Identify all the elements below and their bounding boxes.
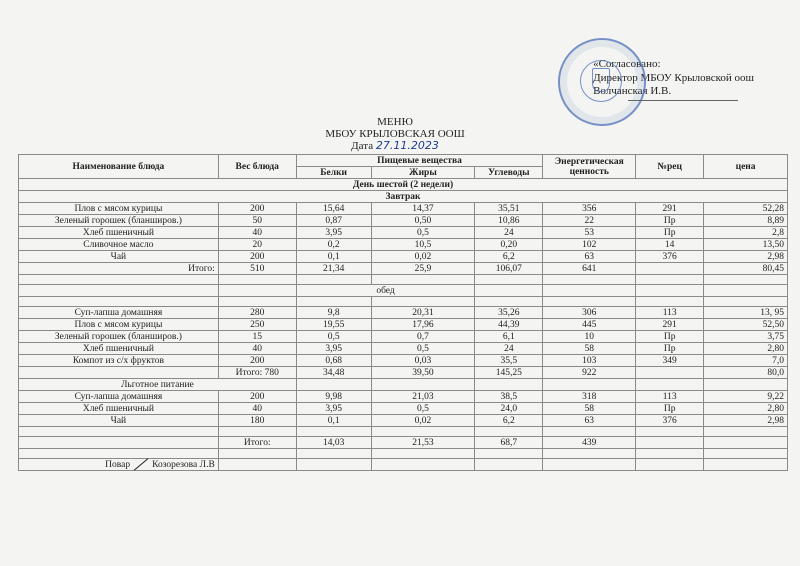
table-row <box>19 355 788 367</box>
cell-carbs: 38,5 <box>475 391 543 403</box>
table-row <box>19 251 788 263</box>
cell-carbs: 35,26 <box>475 307 543 319</box>
approval-line-3: Волчанская И.В. <box>593 85 672 97</box>
cell-price: 2,80 <box>704 343 788 355</box>
cell-protein: 19,55 <box>296 319 371 331</box>
cell-protein: 15,64 <box>296 203 371 215</box>
lunch-total-carbs: 145,25 <box>475 367 543 379</box>
breakfast-total-label: Итого: <box>19 263 219 275</box>
table-row <box>19 343 788 355</box>
cell-energy: 356 <box>543 203 636 215</box>
cell-protein: 3,95 <box>296 227 371 239</box>
benefit-title: Льготное питание <box>19 379 297 391</box>
cell-weight: 40 <box>218 227 296 239</box>
benefit-total-energy: 439 <box>543 437 636 449</box>
date-line <box>280 140 510 152</box>
cell-energy: 63 <box>543 251 636 263</box>
cell-name: Плов с мясом курицы <box>19 319 219 331</box>
col-carbs-header: Углеводы <box>475 167 543 179</box>
cell-recipe: 376 <box>636 251 704 263</box>
breakfast-total-recipe <box>636 263 704 275</box>
spacer-row <box>19 449 788 459</box>
breakfast-total-carbs: 106,07 <box>475 263 543 275</box>
cell-energy: 445 <box>543 319 636 331</box>
cell-name: Зеленый горошек (бланширов.) <box>19 331 219 343</box>
cell-energy: 58 <box>543 403 636 415</box>
cell-carbs: 10,86 <box>475 215 543 227</box>
cell-energy: 306 <box>543 307 636 319</box>
table-row <box>19 319 788 331</box>
cell-price: 2,80 <box>704 403 788 415</box>
cell-weight: 280 <box>218 307 296 319</box>
breakfast-total-row <box>19 263 788 275</box>
cell-weight: 250 <box>218 319 296 331</box>
cell-energy: 103 <box>543 355 636 367</box>
cell-name: Хлеб пшеничный <box>19 227 219 239</box>
cell-fat: 20,31 <box>371 307 475 319</box>
lunch-total-protein: 34,48 <box>296 367 371 379</box>
cell-carbs: 24 <box>475 227 543 239</box>
cell-price: 8,89 <box>704 215 788 227</box>
benefit-total-label: Итого: <box>218 437 296 449</box>
breakfast-title-row <box>19 191 788 203</box>
cell-price: 7,0 <box>704 355 788 367</box>
cell-price: 52,28 <box>704 203 788 215</box>
cell-fat: 0,50 <box>371 215 475 227</box>
cell-fat: 10,5 <box>371 239 475 251</box>
cell-fat: 21,03 <box>371 391 475 403</box>
approval-line-1: «Согласовано: <box>593 58 661 70</box>
cell-name: Зеленый горошек (бланширов.) <box>19 215 219 227</box>
lunch-total-price: 80,0 <box>704 367 788 379</box>
cell-recipe: 113 <box>636 307 704 319</box>
cell-weight: 40 <box>218 403 296 415</box>
cell-fat: 17,96 <box>371 319 475 331</box>
cell-carbs: 6,2 <box>475 251 543 263</box>
col-fat-header: Жиры <box>371 167 475 179</box>
cell-weight: 200 <box>218 203 296 215</box>
cell-name: Сливочное масло <box>19 239 219 251</box>
cell-price: 52,50 <box>704 319 788 331</box>
cell-energy: 58 <box>543 343 636 355</box>
cell-carbs: 44,39 <box>475 319 543 331</box>
table-row <box>19 403 788 415</box>
menu-title: МЕНЮ <box>377 116 413 128</box>
benefit-total-carbs: 68,7 <box>475 437 543 449</box>
cell-recipe: Пр <box>636 215 704 227</box>
cell-recipe: 349 <box>636 355 704 367</box>
cook-name: Козорезова Л.В <box>152 459 215 470</box>
date-value: 27.11.2023 <box>375 139 439 152</box>
cell-protein: 3,95 <box>296 343 371 355</box>
col-name-header: Наименование блюда <box>19 155 219 179</box>
cell-recipe: 291 <box>636 319 704 331</box>
cell-energy: 102 <box>543 239 636 251</box>
cell-recipe: 376 <box>636 415 704 427</box>
table-row <box>19 215 788 227</box>
approval-line-2: Директор МБОУ Крыловской оош <box>593 71 754 84</box>
cell-carbs: 35,51 <box>475 203 543 215</box>
cell-energy: 318 <box>543 391 636 403</box>
cell-energy: 63 <box>543 415 636 427</box>
cell-name: Компот из с/х фруктов <box>19 355 219 367</box>
cell-recipe: 291 <box>636 203 704 215</box>
lunch-rows <box>19 307 788 367</box>
benefit-total-protein: 14,03 <box>296 437 371 449</box>
cell-protein: 9,98 <box>296 391 371 403</box>
col-price-header: цена <box>704 155 788 179</box>
cell-protein: 0,1 <box>296 415 371 427</box>
cell-name: Плов с мясом курицы <box>19 203 219 215</box>
cell-fat: 14,37 <box>371 203 475 215</box>
cell-fat: 0,03 <box>371 355 475 367</box>
table-row <box>19 239 788 251</box>
lunch-total-fat: 39,50 <box>371 367 475 379</box>
cell-energy: 53 <box>543 227 636 239</box>
cell-name: Чай <box>19 415 219 427</box>
cell-protein: 3,95 <box>296 403 371 415</box>
cell-recipe: Пр <box>636 227 704 239</box>
table-row <box>19 415 788 427</box>
cell-carbs: 6,2 <box>475 415 543 427</box>
cell-carbs: 6,1 <box>475 331 543 343</box>
date-label: Дата <box>351 140 374 152</box>
cell-name: Суп-лапша домашняя <box>19 307 219 319</box>
cell-weight: 200 <box>218 391 296 403</box>
col-recipe-header: №рец <box>636 155 704 179</box>
official-stamp <box>558 38 646 126</box>
day-title: День шестой (2 недели) <box>19 179 788 191</box>
lunch-total-label: Итого: 780 <box>218 367 296 379</box>
cell-energy: 10 <box>543 331 636 343</box>
cook-label: Повар <box>105 459 131 470</box>
cell-weight: 200 <box>218 355 296 367</box>
cell-weight: 50 <box>218 215 296 227</box>
cell-fat: 0,5 <box>371 227 475 239</box>
cell-price: 2,8 <box>704 227 788 239</box>
table-row <box>19 203 788 215</box>
menu-header <box>280 116 510 152</box>
breakfast-total-protein: 21,34 <box>296 263 371 275</box>
cell-weight: 40 <box>218 343 296 355</box>
table-row <box>19 307 788 319</box>
cell-carbs: 0,20 <box>475 239 543 251</box>
cell-protein: 0,2 <box>296 239 371 251</box>
lunch-title-row <box>19 285 788 297</box>
school-name: МБОУ КРЫЛОВСКАЯ ООШ <box>325 128 465 140</box>
table-row <box>19 391 788 403</box>
cook-row <box>19 459 788 471</box>
cell-fat: 0,5 <box>371 403 475 415</box>
cell-price: 3,75 <box>704 331 788 343</box>
col-weight-header: Вес блюда <box>218 155 296 179</box>
lunch-total-energy: 922 <box>543 367 636 379</box>
cell-weight: 200 <box>218 251 296 263</box>
cell-weight: 20 <box>218 239 296 251</box>
cell-protein: 0,1 <box>296 251 371 263</box>
breakfast-total-energy: 641 <box>543 263 636 275</box>
lunch-total-row <box>19 367 788 379</box>
cell-weight: 180 <box>218 415 296 427</box>
table-row <box>19 227 788 239</box>
cell-recipe: 113 <box>636 391 704 403</box>
breakfast-total-weight: 510 <box>218 263 296 275</box>
cell-name: Хлеб пшеничный <box>19 403 219 415</box>
cell-price: 9,22 <box>704 391 788 403</box>
lunch-title: обед <box>296 285 475 297</box>
cell-recipe: Пр <box>636 403 704 415</box>
cell-carbs: 24,0 <box>475 403 543 415</box>
spacer-row <box>19 275 788 285</box>
signature-line <box>628 100 738 101</box>
cell-recipe: 14 <box>636 239 704 251</box>
col-protein-header: Белки <box>296 167 371 179</box>
cell-protein: 0,5 <box>296 331 371 343</box>
benefit-rows <box>19 391 788 427</box>
cell-price: 13,50 <box>704 239 788 251</box>
cell-fat: 0,02 <box>371 415 475 427</box>
col-energy-header: Энергетическая ценность <box>543 155 636 179</box>
benefit-total-fat: 21,53 <box>371 437 475 449</box>
cell-carbs: 35,5 <box>475 355 543 367</box>
cell-protein: 9,8 <box>296 307 371 319</box>
cell-name: Хлеб пшеничный <box>19 343 219 355</box>
cell-fat: 0,7 <box>371 331 475 343</box>
breakfast-total-price: 80,45 <box>704 263 788 275</box>
cell-fat: 0,02 <box>371 251 475 263</box>
breakfast-rows <box>19 203 788 263</box>
breakfast-title: Завтрак <box>19 191 788 203</box>
cell-price: 2,98 <box>704 415 788 427</box>
header-row-1 <box>19 155 788 167</box>
cell-name: Чай <box>19 251 219 263</box>
benefit-total-row <box>19 437 788 449</box>
cook-signature <box>134 458 148 470</box>
cell-price: 2,98 <box>704 251 788 263</box>
benefit-title-row <box>19 379 788 391</box>
breakfast-total-fat: 25,9 <box>371 263 475 275</box>
cell-protein: 0,68 <box>296 355 371 367</box>
cell-protein: 0,87 <box>296 215 371 227</box>
cell-carbs: 24 <box>475 343 543 355</box>
cell-recipe: Пр <box>636 343 704 355</box>
cell-price: 13, 95 <box>704 307 788 319</box>
spacer-row <box>19 297 788 307</box>
table-row <box>19 331 788 343</box>
stamp-emblem-icon <box>592 68 610 92</box>
cook-cell <box>19 459 219 471</box>
col-nutrients-header: Пищевые вещества <box>296 155 543 167</box>
cell-recipe: Пр <box>636 331 704 343</box>
cell-weight: 15 <box>218 331 296 343</box>
spacer-row <box>19 427 788 437</box>
cell-energy: 22 <box>543 215 636 227</box>
menu-table <box>18 154 788 471</box>
day-title-row <box>19 179 788 191</box>
cell-name: Суп-лапша домашняя <box>19 391 219 403</box>
cell-fat: 0,5 <box>371 343 475 355</box>
